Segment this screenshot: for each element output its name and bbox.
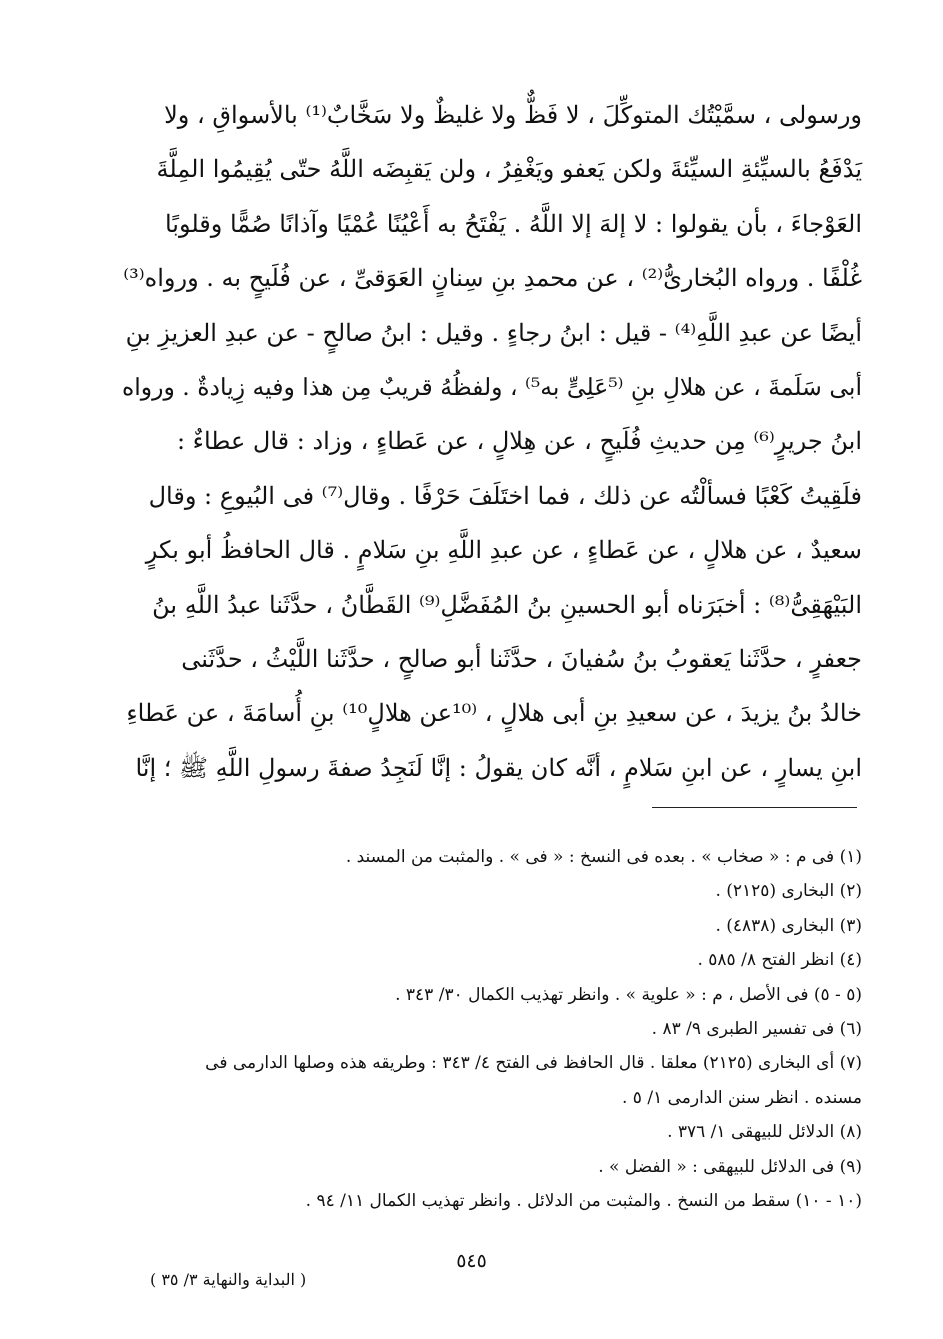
footnote-line: (١٠ - ١٠) سقط من النسخ . والمثبت من الدلائل . وانظر تهذيب الكمال ١١/ ٩٤ . xyxy=(305,1190,862,1211)
page-number: ٥٤٥ xyxy=(456,1250,487,1272)
text-line: أبى سَلَمةَ ، عن هلالِ بنِ ⁽⁵عَلِىٍّ به⁵⁾ ، ولفظُهُ قريبٌ مِن هذا وفيه زِيادةٌ . ورواه xyxy=(121,372,862,401)
text-line: ورسولى ، سمَّيْتُك المتوكِّلَ ، لا فَظٌّ ولا غليظٌ ولا سَخَّابٌ⁽¹⁾ بالأسواقِ ، ولا xyxy=(164,101,862,129)
text-line: خالدُ بنُ يزيدَ ، عن سعيدِ بنِ أبى هلالٍ ، ⁽¹⁰عن هلالٍ¹⁰⁾ بنِ أُسامَةَ ، عن عَطاءِ xyxy=(126,699,862,728)
text-line: ابنِ يسارٍ ، عن ابنِ سَلامٍ ، أنَّه كان يقولُ : إنَّا لَنَجِدُ صفةَ رسولِ اللَّهِ ﷺ ؛ إنَّا xyxy=(135,753,862,782)
footnote-divider xyxy=(652,807,857,808)
footnotes-block xyxy=(110,840,862,1218)
text-line: العَوْجاءَ ، بأن يقولوا : لا إلهَ إلا اللَّهُ . يَفْتَحُ به أَعْيُنًا عُمْيًا وآذانًا صُمًّا وقلوبًا xyxy=(164,209,862,238)
text-line: جعفرٍ ، حدَّثَنا يَعقوبُ بنُ سُفيانَ ، حدَّثَنا أبو صالحٍ ، حدَّثَنا اللَّيْثُ ، حدَّثَنى xyxy=(181,644,862,673)
text-line: غُلْفًا . ورواه البُخارىُّ⁽²⁾ ، عن محمدِ بنِ سِنانٍ العَوَقىِّ ، عن فُلَيحٍ به . ورواه⁽³⁾ xyxy=(123,264,862,293)
text-line: ابنُ جريرٍ⁽⁶⁾ مِن حديثِ فُلَيحٍ ، عن هِلالٍ ، عن عَطاءٍ ، وزاد : قال عطاءٌ : xyxy=(176,427,862,456)
footnote-line: مسنده . انظر سنن الدارمى ١/ ٥ . xyxy=(621,1087,862,1108)
text-line: البَيْهَقِىُّ⁽⁸⁾ : أخبَرَناه أبو الحسينِ بنُ المُفَضَّلِ⁽⁹⁾ القَطَّانُ ، حدَّثَنا عبدُ اللَّهِ بنُ xyxy=(152,590,862,619)
footnote-line: (٧) أى البخارى (٢١٢٥) معلقا . قال الحافظ فى الفتح ٤/ ٣٤٣ : وطريقه هذه وصلها الدارمى فى xyxy=(205,1053,862,1074)
footnote-line: (٢) البخارى (٢١٢٥) . xyxy=(715,881,862,902)
main-text-block xyxy=(110,88,862,795)
text-line: فلَقِيتُ كَعْبًا فسألْتُه عن ذلك ، فما اختَلَفَ حَرْفًا . وقال⁽⁷⁾ فى البُيوعِ : وقال xyxy=(148,481,862,510)
footnote-line: (٦) فى تفسير الطبرى ٩/ ٨٣ . xyxy=(651,1018,862,1039)
text-line: أيضًا عن عبدِ اللَّهِ⁽⁴⁾ - قيل : ابنُ رجاءٍ . وقيل : ابنُ صالحٍ - عن عبدِ العزيزِ بنِ xyxy=(125,318,862,347)
text-line: يَدْفَعُ بالسيِّئةِ السيِّئةَ ولكن يَعفو ويَغْفِرُ ، ولن يَقبِضَه اللَّهُ حتّى يُقِيمُوا المِلَّةَ xyxy=(156,155,862,184)
footnote-line: (٤) انظر الفتح ٨/ ٥٨٥ . xyxy=(697,950,862,971)
footnote-line: (٨) الدلائل للبيهقى ١/ ٣٧٦ . xyxy=(667,1122,862,1143)
running-footer: ( البداية والنهاية ٣/ ٣٥ ) xyxy=(150,1270,307,1289)
text-line: سعيدٌ ، عن هلالٍ ، عن عَطاءٍ ، عن عبدِ اللَّهِ بنِ سَلامٍ . قال الحافظُ أبو بكرٍ xyxy=(145,536,862,565)
footnote-line: (٣) البخارى (٤٨٣٨) . xyxy=(715,915,862,936)
footnote-line: (٩) فى الدلائل للبيهقى : « الفضل » . xyxy=(598,1156,862,1177)
footnote-line: (٥ - ٥) فى الأصل ، م : « علوية » . وانظر تهذيب الكمال ٣٠/ ٣٤٣ . xyxy=(395,984,862,1005)
footnote-line: (١) فى م : « صخاب » . بعده فى النسخ : « فى » . والمثبت من المسند . xyxy=(345,847,862,867)
